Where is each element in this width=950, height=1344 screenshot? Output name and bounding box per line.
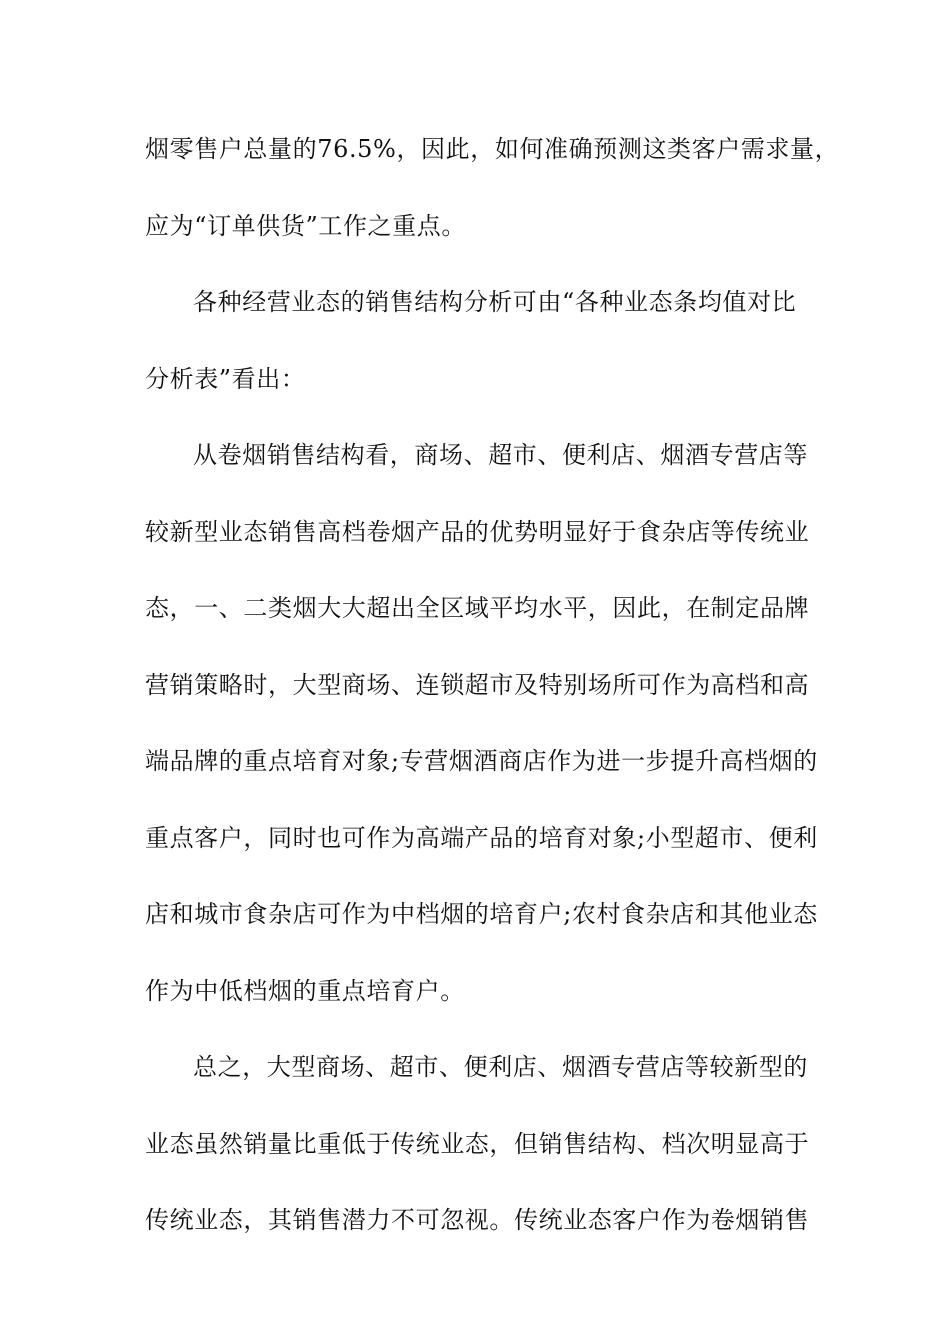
paragraph-line: 传统业态，其销售潜力不可忽视。传统业态客户作为卷烟销售 [145,1206,810,1234]
paragraph-line: 从卷烟销售结构看，商场、超市、便利店、烟酒专营店等 [193,441,808,469]
paragraph-line: 店和城市食杂店可作为中档烟的培育户;农村食杂店和其他业态 [145,900,818,928]
paragraph-line: 营销策略时，大型商场、连锁超市及特别场所可作为高档和高 [145,670,810,699]
paragraph-line: 较新型业态销售高档卷烟产品的优势明显好于食杂店等传统业 [145,517,810,546]
paragraph-line: 业态虽然销量比重低于传统业态，但销售结构、档次明显高于 [145,1129,810,1158]
document-body [145,125,840,1273]
paragraph-line: 烟零售户总量的76.5%，因此，如何准确预测这类客户需求量， [145,135,840,163]
paragraph-line: 态，一、二类烟大大超出全区域平均水平，因此，在制定品牌 [145,594,810,622]
paragraph-line: 端品牌的重点培育对象;专营烟酒商店作为进一步提升高档烟的 [145,747,818,775]
paragraph-line: 重点客户，同时也可作为高端产品的培育对象;小型超市、便利 [145,823,818,852]
paragraph-line: 应为“订单供货”工作之重点。 [145,211,466,240]
paragraph-line: 分析表”看出： [145,364,306,393]
paragraph-line: 总之，大型商场、超市、便利店、烟酒专营店等较新型的 [193,1053,808,1081]
paragraph-line: 各种经营业态的销售结构分析可由“各种业态条均值对比 [193,288,797,316]
paragraph-line: 作为中低档烟的重点培育户。 [145,976,465,1005]
